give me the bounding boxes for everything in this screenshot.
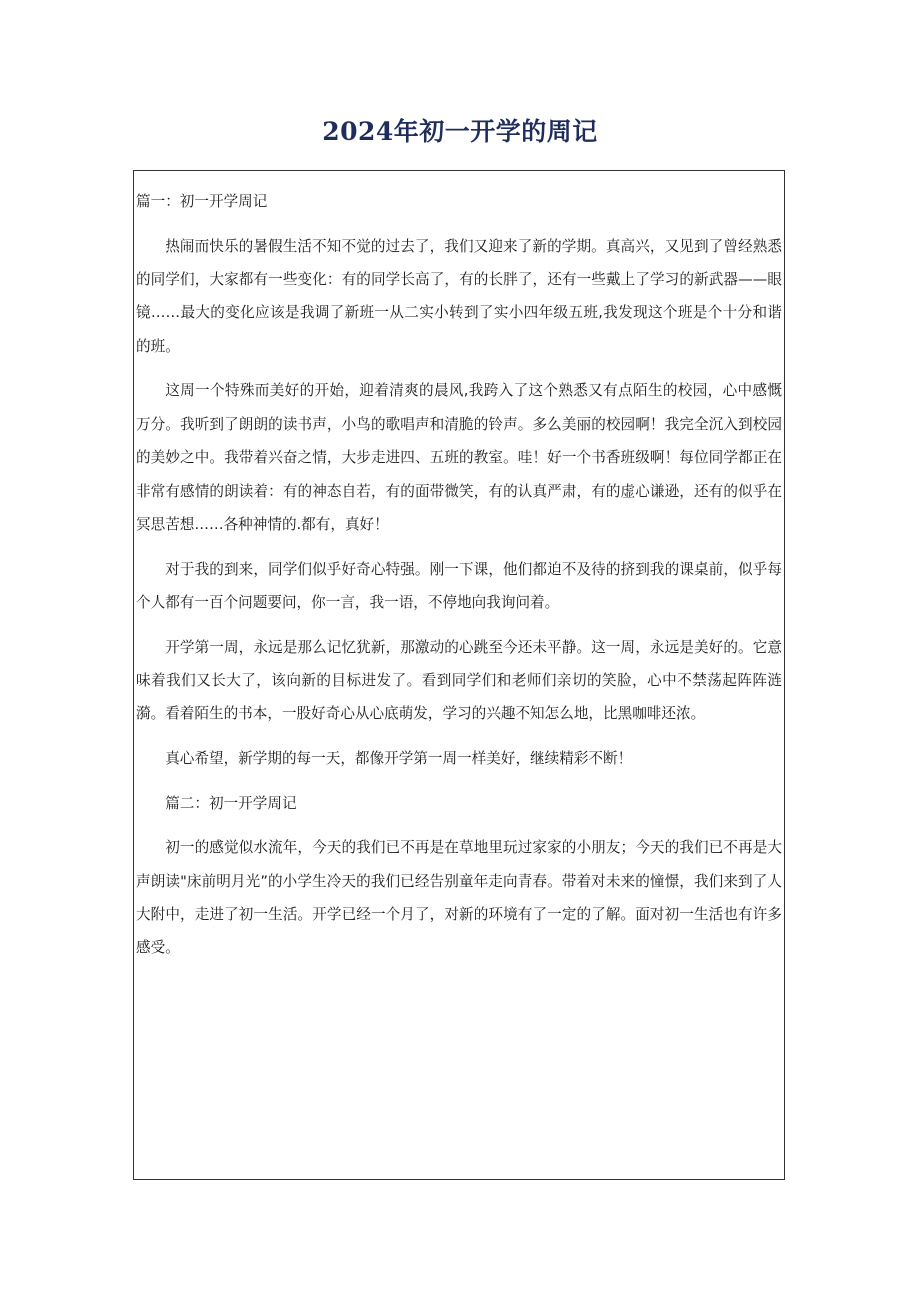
paragraph: 真心希望，新学期的每一天，都像开学第一周一样美好，继续精彩不断！ xyxy=(165,750,633,768)
content-box xyxy=(133,170,785,1180)
section-heading-2: 篇二：初一开学周记 xyxy=(165,794,297,812)
paragraph: 对于我的到来，同学们似乎好奇心特强。刚一下课，他们都迫不及待的挤到我的课桌前，似乎每个人都有一百个问题要问，你一言，我一语，不停地向我询问着。 xyxy=(136,560,782,612)
content-body xyxy=(136,185,782,976)
document-title: 2024年初一开学的周记 xyxy=(322,117,598,146)
paragraph: 开学第一周，永远是那么记忆犹新，那激动的心跳至今还未平静。这一周，永远是美好的。它意味着我们又长大了，该向新的目标进发了。看到同学们和老师们亲切的笑脸，心中不禁荡起阵阵涟漪。看着陌生的书本，一股好奇心从心底萌发，学习的兴趣不知怎么地，比黑咖啡还浓。 xyxy=(136,638,782,723)
paragraph: 热闹而快乐的暑假生活不知不觉的过去了，我们又迎来了新的学期。真高兴，又见到了曾经熟悉的同学们，大家都有一些变化：有的同学长高了，有的长胖了，还有一些戴上了学习的新武器——眼镜……最大的变化应该是我调了新班一从二实小转到了实小四年级五班,我发现这个班是个十分和谐的班。 xyxy=(136,237,782,355)
section-heading-1: 篇一：初一开学周记 xyxy=(136,193,268,210)
paragraph: 初一的感觉似水流年，今天的我们已不再是在草地里玩过家家的小朋友；今天的我们已不再是大声朗读"床前明月光”的小学生冷天的我们已经告别童年走向青春。带着对未来的憧憬，我们来到了人大附中，走进了初一生活。开学已经一个月了，对新的环境有了一定的了解。面对初一生活也有许多感受。 xyxy=(136,839,782,957)
paragraph: 这周一个特殊而美好的开始，迎着清爽的晨风,我跨入了这个熟悉又有点陌生的校园，心中感慨万分。我听到了朗朗的读书声，小鸟的歌唱声和清脆的铃声。多么美丽的校园啊！我完全沉入到校园的美妙之中。我带着兴奋之情，大步走进四、五班的教室。哇！好一个书香班级啊！每位同学都正在非常有感情的朗读着：有的神态自若，有的面带微笑，有的认真严肃，有的虚心谦逊，还有的似乎在冥思苦想……各种神情的.都有，真好！ xyxy=(136,382,782,534)
